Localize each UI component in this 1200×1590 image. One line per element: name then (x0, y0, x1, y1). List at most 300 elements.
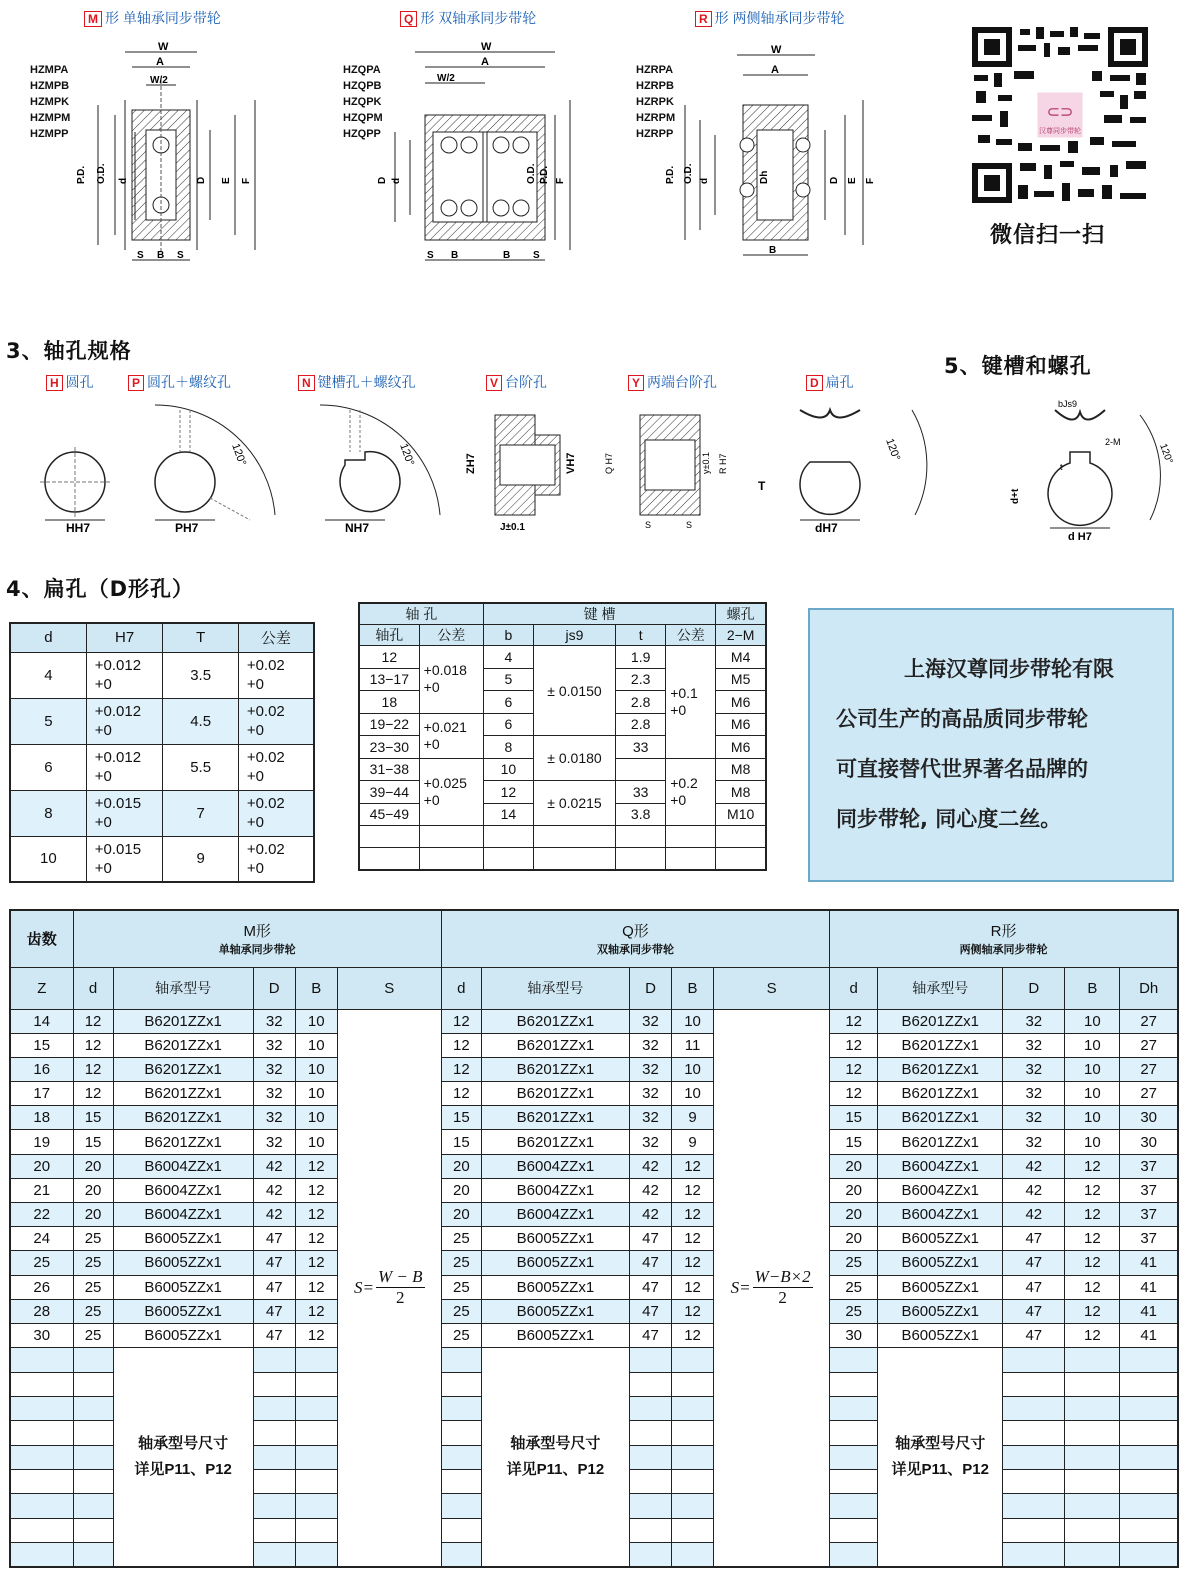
r-B (1065, 1543, 1120, 1567)
qr-caption: 微信扫一扫 (990, 223, 1106, 248)
keyway-bore (359, 848, 419, 870)
svg-text:t: t (1060, 462, 1063, 472)
svg-text:B: B (451, 250, 459, 261)
keyway-m: M5 (716, 668, 766, 691)
r-d: 15 (830, 1130, 878, 1154)
col-header: D (629, 967, 671, 1009)
m-bearing: B6004ZZx1 (113, 1203, 253, 1227)
r-Dh (1120, 1470, 1178, 1494)
m-bearing-note: 轴承型号尺寸 详见P11、P12 (113, 1348, 253, 1568)
m-d (73, 1372, 113, 1396)
m-B (295, 1396, 337, 1420)
r-Dh: 41 (1120, 1275, 1178, 1299)
q-D: 42 (629, 1203, 671, 1227)
q-D: 42 (629, 1178, 671, 1202)
keyway-t-tol: +0.1 +0 (666, 646, 716, 759)
m-B: 10 (295, 1009, 337, 1033)
keyway-bore (359, 826, 419, 848)
m-d (73, 1445, 113, 1469)
keyway-b: 6 (483, 713, 533, 736)
q-B (672, 1445, 714, 1469)
q-d (441, 1518, 481, 1542)
keyway-row (359, 848, 766, 870)
q-d: 12 (441, 1033, 481, 1057)
m-D: 42 (253, 1154, 295, 1178)
q-d (441, 1396, 481, 1420)
q-d: 25 (441, 1275, 481, 1299)
svg-text:F: F (555, 177, 566, 184)
q-d: 25 (441, 1323, 481, 1347)
r-pulley-diagram (665, 40, 895, 265)
svg-text:HH7: HH7 (66, 521, 91, 535)
r-B: 12 (1065, 1154, 1120, 1178)
m-d (73, 1518, 113, 1542)
cell-teeth: 25 (10, 1251, 73, 1275)
q-B: 10 (672, 1009, 714, 1033)
r-Dh: 37 (1120, 1227, 1178, 1251)
q-D: 32 (629, 1033, 671, 1057)
r-d: 20 (830, 1227, 878, 1251)
q-B: 9 (672, 1130, 714, 1154)
m-d: 20 (73, 1203, 113, 1227)
q-bearing: B6004ZZx1 (481, 1203, 629, 1227)
m-D: 47 (253, 1299, 295, 1323)
r-D: 42 (1003, 1178, 1065, 1202)
d-bore-cell: 4 (10, 652, 86, 698)
m-B (295, 1445, 337, 1469)
m-D: 42 (253, 1203, 295, 1227)
keyway-b: 6 (483, 691, 533, 714)
svg-text:D: D (377, 176, 388, 184)
m-B: 10 (295, 1106, 337, 1130)
r-D: 47 (1003, 1275, 1065, 1299)
svg-text:S: S (645, 520, 652, 530)
keyway-blank (533, 848, 615, 870)
m-bearing: B6201ZZx1 (113, 1057, 253, 1081)
q-S-formula: S= $\frac{W-B\times 2}{2}$ (714, 1009, 830, 1567)
keyway-b: 5 (483, 668, 533, 691)
q-d (441, 1470, 481, 1494)
r-bearing: B6005ZZx1 (878, 1251, 1003, 1275)
keyway-b (483, 826, 533, 848)
keyway-t (616, 848, 666, 870)
q-D (629, 1518, 671, 1542)
m-pulley-diagram (70, 40, 270, 270)
r-B: 12 (1065, 1251, 1120, 1275)
q-D: 32 (629, 1106, 671, 1130)
r-bearing: B6201ZZx1 (878, 1082, 1003, 1106)
keyway-js9: ± 0.0215 (533, 781, 615, 826)
m-d: 25 (73, 1299, 113, 1323)
r-d (830, 1543, 878, 1567)
q-B (672, 1494, 714, 1518)
r-B (1065, 1421, 1120, 1445)
svg-text:P.D.: P.D. (665, 165, 676, 184)
type-r-codes: HZRPA HZRPB HZRPK HZRPM HZRPP (636, 64, 676, 140)
svg-text:S: S (177, 250, 184, 261)
r-d: 12 (830, 1009, 878, 1033)
q-d: 20 (441, 1178, 481, 1202)
keyway-row (359, 646, 766, 669)
d-bore-cell: 4.5 (163, 698, 238, 744)
q-d: 12 (441, 1082, 481, 1106)
svg-text:d: d (391, 177, 402, 184)
keyway-bore: 23−30 (359, 736, 419, 759)
q-bearing: B6004ZZx1 (481, 1178, 629, 1202)
r-bearing-note: 轴承型号尺寸 详见P11、P12 (878, 1348, 1003, 1568)
q-B: 12 (672, 1299, 714, 1323)
svg-text:d: d (699, 177, 710, 184)
m-D: 32 (253, 1033, 295, 1057)
q-D (629, 1445, 671, 1469)
svg-text:dH7: dH7 (815, 521, 838, 535)
m-d: 15 (73, 1106, 113, 1130)
svg-text:bJs9: bJs9 (1058, 399, 1078, 409)
r-D: 47 (1003, 1323, 1065, 1347)
m-d (73, 1396, 113, 1420)
m-B: 10 (295, 1057, 337, 1081)
q-B: 12 (672, 1203, 714, 1227)
r-d (830, 1445, 878, 1469)
q-bearing: B6005ZZx1 (481, 1299, 629, 1323)
r-D (1003, 1421, 1065, 1445)
keyway-blank (419, 826, 483, 848)
q-d (441, 1372, 481, 1396)
cell-teeth: 17 (10, 1082, 73, 1106)
svg-text:O.D.: O.D. (683, 163, 694, 184)
r-Dh: 27 (1120, 1082, 1178, 1106)
keyway-bore: 12 (359, 646, 419, 669)
svg-text:d H7: d H7 (1068, 531, 1092, 543)
d-bore-row (10, 652, 314, 698)
r-bearing: B6004ZZx1 (878, 1203, 1003, 1227)
col-header: D (1003, 967, 1065, 1009)
q-D: 47 (629, 1299, 671, 1323)
keyway-m: M6 (716, 713, 766, 736)
m-B: 10 (295, 1082, 337, 1106)
r-bearing: B6201ZZx1 (878, 1130, 1003, 1154)
r-D (1003, 1518, 1065, 1542)
svg-text:S: S (533, 250, 540, 261)
r-Dh: 37 (1120, 1154, 1178, 1178)
m-d: 15 (73, 1130, 113, 1154)
r-d: 12 (830, 1057, 878, 1081)
r-D (1003, 1396, 1065, 1420)
m-D (253, 1445, 295, 1469)
q-bearing: B6201ZZx1 (481, 1106, 629, 1130)
cell-teeth (10, 1348, 73, 1372)
svg-text:D: D (829, 176, 840, 184)
m-bearing: B6201ZZx1 (113, 1033, 253, 1057)
svg-text:汉尊同步带轮: 汉尊同步带轮 (1039, 128, 1081, 135)
r-d (830, 1470, 878, 1494)
svg-text:NH7: NH7 (345, 521, 370, 535)
q-B (672, 1470, 714, 1494)
m-bearing: B6005ZZx1 (113, 1323, 253, 1347)
q-bearing: B6005ZZx1 (481, 1275, 629, 1299)
r-Dh (1120, 1543, 1178, 1567)
m-d: 12 (73, 1033, 113, 1057)
cell-teeth (10, 1518, 73, 1542)
q-d: 25 (441, 1299, 481, 1323)
m-B: 12 (295, 1203, 337, 1227)
r-bearing: B6201ZZx1 (878, 1057, 1003, 1081)
keyway-t: 33 (616, 781, 666, 804)
m-d: 20 (73, 1178, 113, 1202)
keyway-t: 3.8 (616, 803, 666, 826)
r-d: 20 (830, 1178, 878, 1202)
keyway-t: 2.8 (616, 691, 666, 714)
svg-text:W: W (481, 41, 492, 53)
r-d (830, 1348, 878, 1372)
bore-diagrams (0, 390, 945, 540)
m-d (73, 1543, 113, 1567)
q-bearing: B6004ZZx1 (481, 1154, 629, 1178)
d-bore-cell: 5.5 (163, 744, 238, 790)
m-bearing: B6201ZZx1 (113, 1009, 253, 1033)
d-bore-cell: 3.5 (163, 652, 238, 698)
d-bore-cell: +0.02 +0 (238, 698, 314, 744)
m-bearing: B6201ZZx1 (113, 1130, 253, 1154)
keyway-t (616, 758, 666, 781)
cell-teeth (10, 1494, 73, 1518)
r-d (830, 1421, 878, 1445)
d-bore-cell: 7 (163, 790, 238, 836)
m-B: 12 (295, 1251, 337, 1275)
keyway-bore-tol: +0.018 +0 (419, 646, 483, 714)
keyway-table: 轴 孔 键 槽 螺孔 轴孔 公差 b js9 t 公差 2−M 12 +0.018 +0 4 ± 0.0150 1.9 +0.1 +0 M4 13−17 5 2.3 M5 18 6 2.8 M6 19−22 +0.021 +0 6 2.8 M6 23−30 8 ± 0.0180 33 M6 31−38 +0.025 +0 10 +0.2 +0 M8 39−44 12 ± 0.0215 33 M8 45−49 14 3.8 M10 (358, 602, 767, 871)
spec-row (10, 1203, 1178, 1227)
type-m-title: M 形 单轴承同步带轮 (84, 8, 221, 28)
svg-text:J±0.1: J±0.1 (500, 522, 525, 533)
keyway-m: M4 (716, 646, 766, 669)
svg-text:F: F (865, 177, 876, 184)
svg-text:A: A (771, 64, 779, 76)
q-bearing: B6005ZZx1 (481, 1227, 629, 1251)
r-B: 12 (1065, 1299, 1120, 1323)
q-B: 10 (672, 1082, 714, 1106)
cell-teeth: 14 (10, 1009, 73, 1033)
d-bore-row (10, 698, 314, 744)
m-d (73, 1470, 113, 1494)
q-B: 12 (672, 1154, 714, 1178)
keyway-b: 10 (483, 758, 533, 781)
r-D (1003, 1372, 1065, 1396)
cell-teeth (10, 1445, 73, 1469)
keyway-js9: ± 0.0150 (533, 646, 615, 736)
keyway-blank (419, 848, 483, 870)
q-D (629, 1348, 671, 1372)
r-d (830, 1396, 878, 1420)
m-bearing: B6005ZZx1 (113, 1275, 253, 1299)
r-D (1003, 1470, 1065, 1494)
m-B (295, 1372, 337, 1396)
keyway-bore: 13−17 (359, 668, 419, 691)
spec-row (10, 1227, 1178, 1251)
r-d: 30 (830, 1323, 878, 1347)
d-bore-row (10, 790, 314, 836)
q-B (672, 1348, 714, 1372)
q-d (441, 1421, 481, 1445)
keyway-row (359, 826, 766, 848)
spec-row (10, 1275, 1178, 1299)
m-B: 12 (295, 1323, 337, 1347)
q-D: 32 (629, 1130, 671, 1154)
q-D (629, 1543, 671, 1567)
r-Dh (1120, 1445, 1178, 1469)
svg-text:Dh: Dh (759, 170, 770, 184)
m-bearing: B6004ZZx1 (113, 1154, 253, 1178)
col-header: B (672, 967, 714, 1009)
r-D: 47 (1003, 1251, 1065, 1275)
d-bore-cell: +0.012 +0 (86, 744, 163, 790)
d-bore-cell: +0.02 +0 (238, 652, 314, 698)
r-D: 32 (1003, 1130, 1065, 1154)
r-bearing: B6004ZZx1 (878, 1154, 1003, 1178)
m-B: 12 (295, 1154, 337, 1178)
d-bore-table: d H7 T 公差 4 +0.012 +0 3.5 +0.02 +0 5 +0.012 +0 4.5 +0.02 +0 6 +0.012 +0 5.5 +0.02 +0 8 +0.015 +0 7 +0.02 +0 10 +0.015 +0 9 +0.02 +0 (9, 622, 315, 883)
keyway-t: 33 (616, 736, 666, 759)
keyway-t: 1.9 (616, 646, 666, 669)
r-d: 20 (830, 1154, 878, 1178)
r-Dh (1120, 1421, 1178, 1445)
r-bearing: B6201ZZx1 (878, 1009, 1003, 1033)
keyway-m: M8 (716, 758, 766, 781)
q-d: 12 (441, 1057, 481, 1081)
m-B: 12 (295, 1178, 337, 1202)
m-B: 10 (295, 1033, 337, 1057)
q-D (629, 1470, 671, 1494)
r-Dh (1120, 1494, 1178, 1518)
bore-d-label: D 扁孔 (806, 372, 854, 392)
r-B (1065, 1372, 1120, 1396)
type-q-title: Q 形 双轴承同步带轮 (400, 8, 536, 28)
cell-teeth: 16 (10, 1057, 73, 1081)
bore-n-label: N 键槽孔＋螺纹孔 (298, 372, 416, 392)
keyway-blank (666, 848, 716, 870)
col-header: Z (10, 967, 73, 1009)
col-header: 轴承型号 (878, 967, 1003, 1009)
cell-teeth: 30 (10, 1323, 73, 1347)
key-groove-diagram (1000, 390, 1195, 550)
svg-text:y±0.1: y±0.1 (701, 452, 711, 474)
svg-text:120°: 120° (883, 436, 903, 463)
svg-text:S: S (427, 250, 434, 261)
svg-text:P.D.: P.D. (76, 165, 87, 184)
spec-row (10, 1130, 1178, 1154)
spec-row (10, 1178, 1178, 1202)
d-bore-cell: 5 (10, 698, 86, 744)
d-bore-cell: +0.02 +0 (238, 836, 314, 882)
q-bearing: B6201ZZx1 (481, 1057, 629, 1081)
m-d: 12 (73, 1057, 113, 1081)
r-B (1065, 1445, 1120, 1469)
r-B: 10 (1065, 1130, 1120, 1154)
group-r-header: R形 两侧轴承同步带轮 (830, 910, 1178, 967)
r-d: 25 (830, 1275, 878, 1299)
r-B: 10 (1065, 1082, 1120, 1106)
r-bearing: B6005ZZx1 (878, 1227, 1003, 1251)
col-header: d (441, 967, 481, 1009)
svg-text:P.D.: P.D. (539, 165, 550, 184)
keyway-m (716, 848, 766, 870)
svg-text:R H7: R H7 (718, 453, 728, 474)
q-d: 25 (441, 1251, 481, 1275)
spec-row (10, 1154, 1178, 1178)
m-bearing: B6005ZZx1 (113, 1299, 253, 1323)
m-D (253, 1518, 295, 1542)
svg-text:120°: 120° (229, 441, 249, 468)
d-bore-cell: 6 (10, 744, 86, 790)
q-D: 32 (629, 1009, 671, 1033)
type-q-codes: HZQPA HZQPB HZQPK HZQPM HZQPP (343, 64, 383, 140)
q-B: 12 (672, 1275, 714, 1299)
q-D: 47 (629, 1227, 671, 1251)
keyway-b: 8 (483, 736, 533, 759)
r-d: 15 (830, 1106, 878, 1130)
cell-teeth: 21 (10, 1178, 73, 1202)
r-D (1003, 1494, 1065, 1518)
q-B: 12 (672, 1178, 714, 1202)
spec-row (10, 1106, 1178, 1130)
col-header: B (1065, 967, 1120, 1009)
keyway-blank (666, 826, 716, 848)
wechat-qr-code[interactable] (970, 25, 1150, 205)
q-D: 47 (629, 1323, 671, 1347)
m-D (253, 1494, 295, 1518)
r-d (830, 1494, 878, 1518)
m-B: 12 (295, 1227, 337, 1251)
d-bore-cell: +0.02 +0 (238, 790, 314, 836)
r-bearing: B6201ZZx1 (878, 1106, 1003, 1130)
m-D: 32 (253, 1082, 295, 1106)
col-header: 轴承型号 (113, 967, 253, 1009)
q-B: 12 (672, 1323, 714, 1347)
svg-text:B: B (157, 250, 165, 261)
r-bearing: B6005ZZx1 (878, 1299, 1003, 1323)
d-bore-cell: 9 (163, 836, 238, 882)
m-d (73, 1421, 113, 1445)
r-B: 12 (1065, 1227, 1120, 1251)
r-d: 12 (830, 1033, 878, 1057)
r-bearing: B6201ZZx1 (878, 1033, 1003, 1057)
bore-p-label: P 圆孔＋螺纹孔 (128, 372, 231, 392)
keyway-t: 2.3 (616, 668, 666, 691)
cell-teeth: 15 (10, 1033, 73, 1057)
spec-row (10, 1348, 1178, 1372)
m-D (253, 1372, 295, 1396)
d-bore-cell: 8 (10, 790, 86, 836)
r-d: 25 (830, 1299, 878, 1323)
pulley-spec-table: 齿数 M形 单轴承同步带轮 Q形 双轴承同步带轮 R形 两侧轴承同步带轮 Z d 轴承型号 D B S d 轴承型号 D B S d 轴承型号 D B Dh 14 12 B6201ZZx1 32 10 S= $\frac{W - B}{2}$ 12 B6201ZZx1 32 10 S= $\frac{W-B\times 2}{2}$ 12 B6201ZZx1 32 10 27 15 12 B6201ZZx1 32 10 12 B6201ZZx1 32 11 12 B6201ZZx1 32 10 27 16 12 B6201ZZx1 32 10 12 B6201ZZx1 32 10 12 B6201ZZx1 32 10 27 17 12 B6201ZZx1 32 10 12 B6201ZZx1 32 10 12 B6201ZZx1 32 10 27 18 15 B6201ZZx1 32 10 15 B6201ZZx1 32 9 15 B6201ZZx1 32 10 30 19 15 B6201ZZx1 32 10 15 B6201ZZx1 32 9 15 B6201ZZx1 32 10 30 20 20 B6004ZZx1 42 12 20 B6004ZZx1 42 12 20 B6004ZZx1 42 12 37 21 20 B6004ZZx1 42 12 20 B6004ZZx1 42 12 20 B6004ZZx1 42 12 37 22 20 B6004ZZx1 42 12 20 B6004ZZx1 42 12 20 B6004ZZx1 42 12 37 24 25 B6005ZZx1 47 12 25 B6005ZZx1 47 12 20 B6005ZZx1 47 12 37 25 25 B6005ZZx1 47 12 25 B6005ZZx1 47 12 25 B6005ZZx1 47 12 41 26 25 B6005ZZx1 47 12 25 B6005ZZx1 47 12 25 B6005ZZx1 47 12 41 28 25 B6005ZZx1 47 12 25 B6005ZZx1 47 12 25 B6005ZZx1 47 12 41 30 25 B6005ZZx1 47 12 25 B6005ZZx1 47 12 30 B6005ZZx1 47 12 41 轴承型号尺寸 详见P11、P12 轴承型号尺寸 详见P11、P12 轴承型号尺寸 详见P11、P12 (9, 909, 1179, 1568)
keyway-m: M8 (716, 781, 766, 804)
r-bearing: B6004ZZx1 (878, 1178, 1003, 1202)
svg-text:T: T (758, 479, 766, 493)
m-D (253, 1543, 295, 1567)
d-bore-row (10, 836, 314, 882)
m-B: 12 (295, 1275, 337, 1299)
q-B (672, 1421, 714, 1445)
q-D: 47 (629, 1251, 671, 1275)
r-B (1065, 1494, 1120, 1518)
keyway-bore: 45−49 (359, 803, 419, 826)
r-d: 25 (830, 1251, 878, 1275)
r-D: 42 (1003, 1203, 1065, 1227)
r-B (1065, 1470, 1120, 1494)
cell-teeth (10, 1372, 73, 1396)
r-Dh: 30 (1120, 1130, 1178, 1154)
company-note: 上海汉尊同步带轮有限 公司生产的高品质同步带轮 可直接替代世界著名品牌的 同步带轮, 同心度二丝。 (808, 608, 1174, 882)
